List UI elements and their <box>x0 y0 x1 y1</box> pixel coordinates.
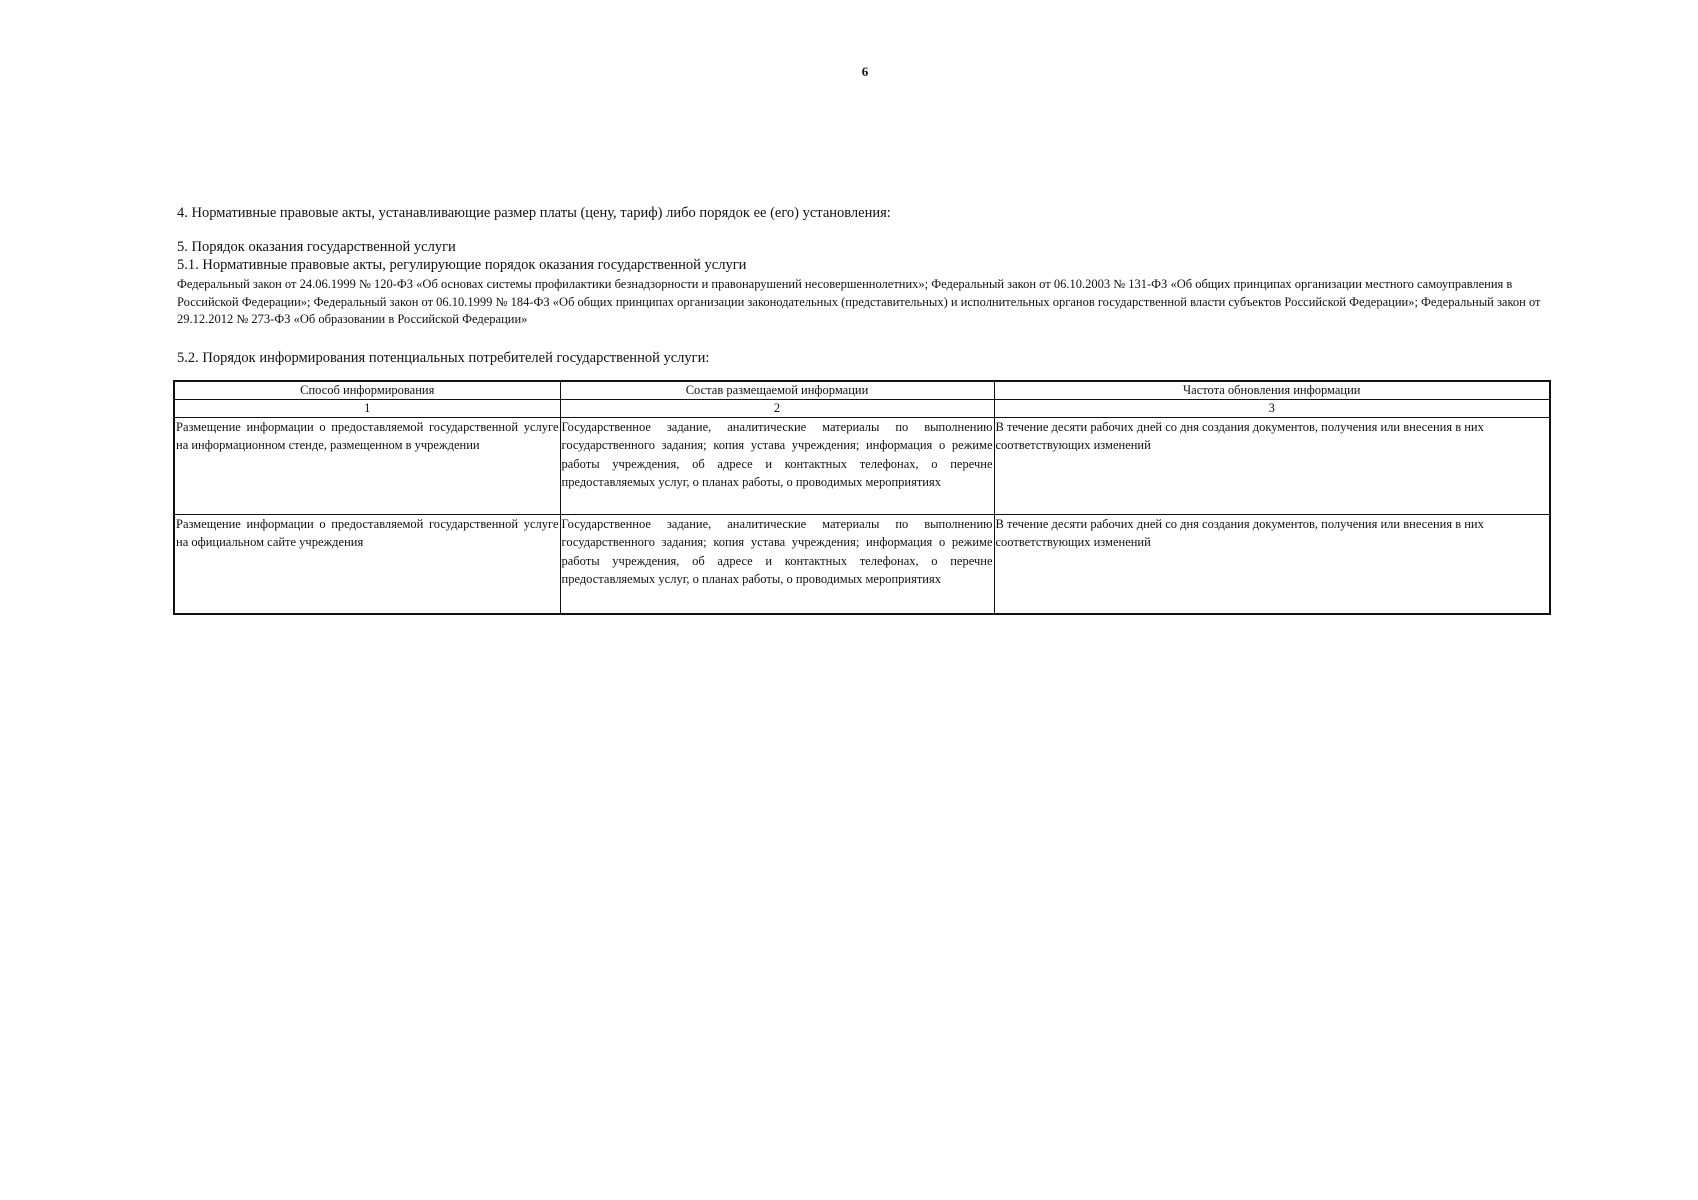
column-number: 2 <box>560 400 994 418</box>
content-cell: Государственное задание, аналитические материалы по выполнению государственного задания; копия устава учреждения; информация о режиме работы учреждения, об адресе и контактных телефонах, о перечне предоставляемых услуг, о планах работы, о проводимых мероприятиях <box>560 515 994 615</box>
page-number: 6 <box>861 64 869 79</box>
section-5-heading: 5. Порядок оказания государственной услуги <box>177 239 456 255</box>
informing-table <box>173 380 1551 615</box>
table-row <box>174 418 1550 515</box>
method-cell: Размещение информации о предоставляемой государственной услуге на официальном сайте учреждения <box>174 515 560 615</box>
column-number-row <box>174 400 1550 418</box>
section-5-1-heading: 5.1. Нормативные правовые акты, регулирующие порядок оказания государственной услуги <box>177 257 747 273</box>
section-5-2-heading: 5.2. Порядок информирования потенциальных потребителей государственной услуги: <box>177 349 710 366</box>
method-cell: Размещение информации о предоставляемой государственной услуге на информационном стенде, размещенном в учреждении <box>174 418 560 515</box>
table-row <box>174 515 1550 615</box>
frequency-cell: В течение десяти рабочих дней со дня создания документов, получения или внесения в них соответствующих изменений <box>994 515 1550 615</box>
table-header-row <box>174 381 1550 400</box>
header-frequency: Частота обновления информации <box>994 381 1550 400</box>
section-4-heading: 4. Нормативные правовые акты, устанавливающие размер платы (цену, тариф) либо порядок ее (его) установления: <box>177 205 891 221</box>
column-number: 1 <box>174 400 560 418</box>
legal-acts-list: Федеральный закон от 24.06.1999 № 120-ФЗ «Об основах системы профилактики безнадзорности и правонарушений несовершеннолетних»; Федеральный закон от 06.10.2003 № 131-ФЗ «Об общих принципах организации местного самоуправления в Российской Федерации»; Федеральный закон от 06.10.1999 № 184-ФЗ «Об общих принципах организации законодательных (представительных) и исполнительных органов государственной власти субъектов Российской Федерации»; Федеральный закон от 29.12.2012 № 273-ФЗ «Об образовании в Российской Федерации» <box>177 277 1541 326</box>
header-method: Способ информирования <box>174 381 560 400</box>
header-content: Состав размещаемой информации <box>560 381 994 400</box>
frequency-cell: В течение десяти рабочих дней со дня создания документов, получения или внесения в них соответствующих изменений <box>994 418 1550 515</box>
column-number: 3 <box>994 400 1550 418</box>
content-cell: Государственное задание, аналитические материалы по выполнению государственного задания; копия устава учреждения; информация о режиме работы учреждения, об адресе и контактных телефонах, о перечне предоставляемых услуг, о планах работы, о проводимых мероприятиях <box>560 418 994 515</box>
document-body <box>177 204 1557 367</box>
